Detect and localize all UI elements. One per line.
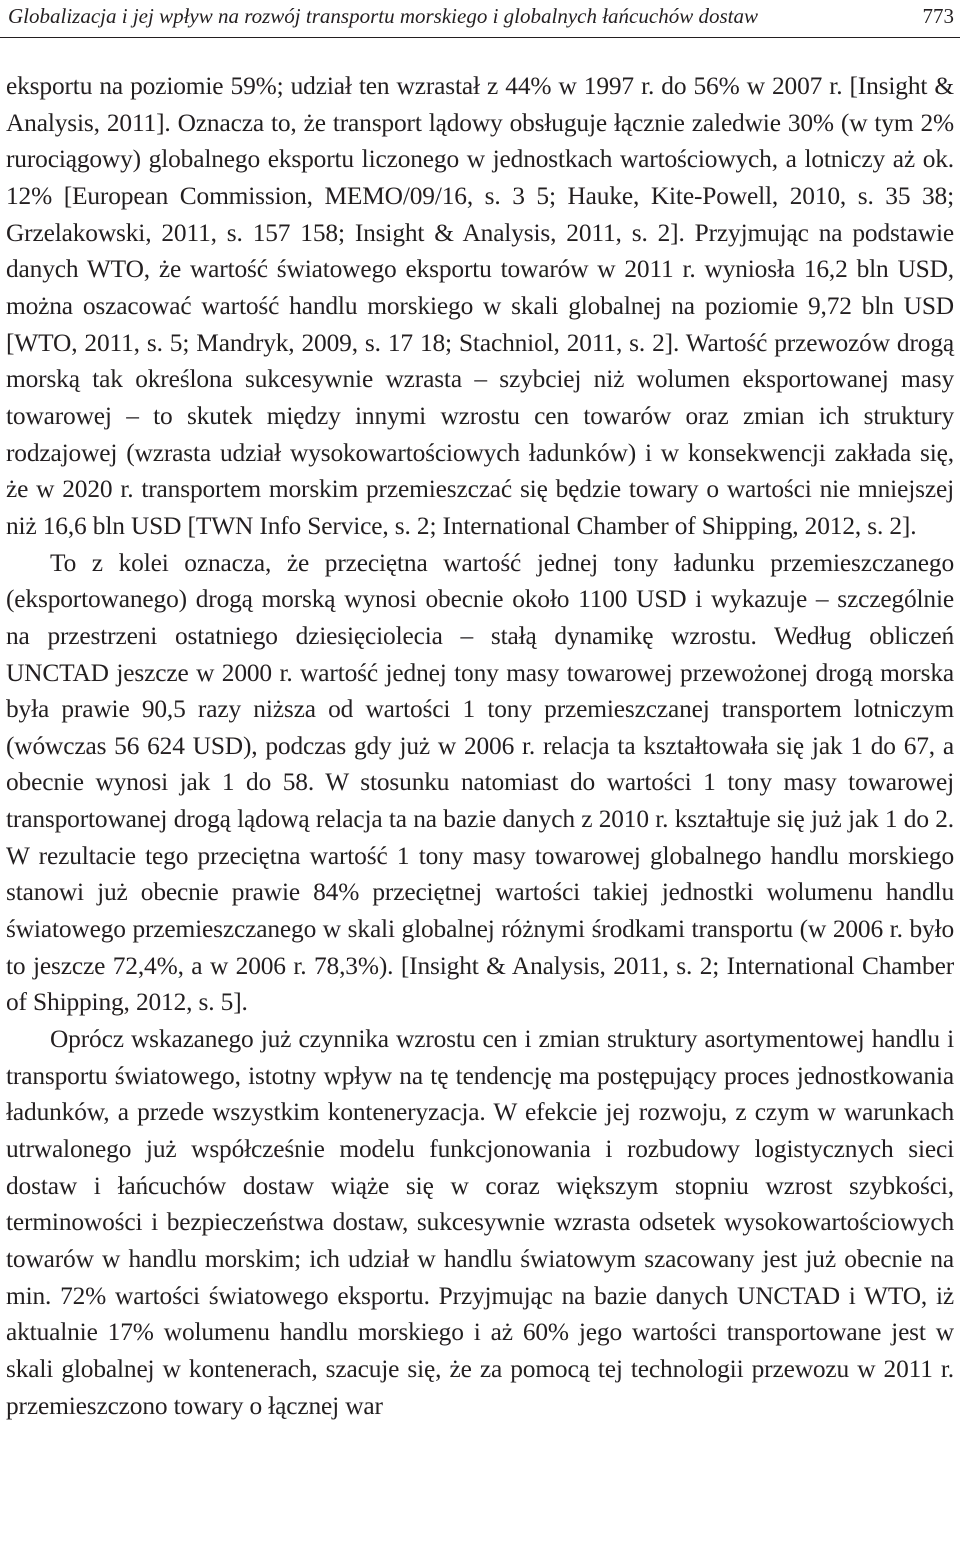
paragraph-1: eksportu na poziomie 59%; udział ten wzrastał z 44% w 1997 r. do 56% w 2007 r. [Insight & Analysis, 2011]. Oznacza to, że transport lądowy obsługuje łącznie zaledwie 30% (w tym 2% rurociągowy) globalnego eksportu liczonego w jednostkach wartościowych, a lotniczy aż ok. 12% [European Commission, MEMO/09/16, s. 3 5; Hauke, Kite-Powell, 2010, s. 35 38; Grzelakowski, 2011, s. 157 158; Insight & Analysis, 2011, s. 2]. Przyjmując na podstawie danych WTO, że wartość światowego eksportu towarów w 2011 r. wyniosła 16,2 bln USD, można oszacować wartość handlu morskiego w skali globalnej na poziomie 9,72 bln USD [WTO, 2011, s. 5; Mandryk, 2009, s. 17 18; Stachniol, 2011, s. 2]. Wartość przewozów drogą morską tak określona sukcesywnie wzrasta – szybciej niż wolumen eksportowanej masy towarowej – to skutek między innymi wzrostu cen towarów oraz zmian ich struktury rodzajowej (wzrasta udział wysokowartościowych ładunków) i w konsekwencji zakłada się, że w 2020 r. transportem morskim przemieszczać się będzie towary o wartości nie mniejszej niż 16,6 bln USD [TWN Info Service, s. 2; International Chamber of Shipping, 2012, s. 2]. xyxy=(6,72,954,540)
header-divider xyxy=(0,37,960,38)
running-title: Globalizacja i jej wpływ na rozwój transportu morskiego i globalnych łańcuchów dostaw xyxy=(8,4,758,28)
paragraph-2: To z kolei oznacza, że przeciętna wartość jednej tony ładunku przemieszczanego (eksportowanego) drogą morską wynosi obecnie około 1100 USD i wykazuje – szczególnie na przestrzeni ostatniego dziesięciolecia – stałą dynamikę wzrostu. Według obliczeń UNCTAD jeszcze w 2000 r. wartość jednej tony masy towarowej przewożonej drogą morska była prawie 90,5 razy niższa od wartości 1 tony przemieszczanej transportem lotniczym (wówczas 56 624 USD), podczas gdy już w 2006 r. relacja ta kształtowała się jak 1 do 67, a obecnie wynosi jak 1 do 58. W stosunku natomiast do wartości 1 tony masy towarowej transportowanej drogą lądową relacja ta na bazie danych z 2010 r. kształtuje się już jak 1 do 2. W rezultacie tego przeciętna wartość 1 tony masy towarowej globalnego handlu morskiego stanowi już obecnie prawie 84% przeciętnej wartości takiej jednostki wolumenu handlu światowego przemieszczanego w skali globalnej różnymi środkami transportu (w 2006 r. było to jeszcze 72,4%, a w 2006 r. 78,3%). [Insight & Analysis, 2011, s. 2; International Chamber of Shipping, 2012, s. 5]. xyxy=(6,548,954,1017)
paragraph-3: Oprócz wskazanego już czynnika wzrostu cen i zmian struktury asortymentowej handlu i transportu światowego, istotny wpływ na tę tendencję ma postępujący proces jednostkowania ładunków, a przede wszystkim konteneryzacja. W efekcie jej rozwoju, z czym w warunkach utrwalonego już współcześnie modelu funkcjonowania i rozbudowy logistycznych sieci dostaw i łańcuchów dostaw wiąże się w coraz większym stopniu wzrost szybkości, terminowości i bezpieczeństwa dostaw, sukcesywnie wzrasta odsetek wysokowartościowych towarów w handlu morskim; ich udział w handlu światowym szacowany jest już obecnie na min. 72% wartości światowego eksportu. Przyjmując na bazie danych UNCTAD i WTO, iż aktualnie 17% wolumenu handlu morskiego i aż 60% jego wartości transportowane jest w skali globalnej w kontenerach, szacuje się, że za pomocą tej technologii przewozu w 2011 r. przemieszczono towary o łącznej war xyxy=(6,1025,954,1420)
running-header xyxy=(8,3,954,33)
body-text xyxy=(6,68,954,1424)
page-number: 773 xyxy=(922,4,954,28)
